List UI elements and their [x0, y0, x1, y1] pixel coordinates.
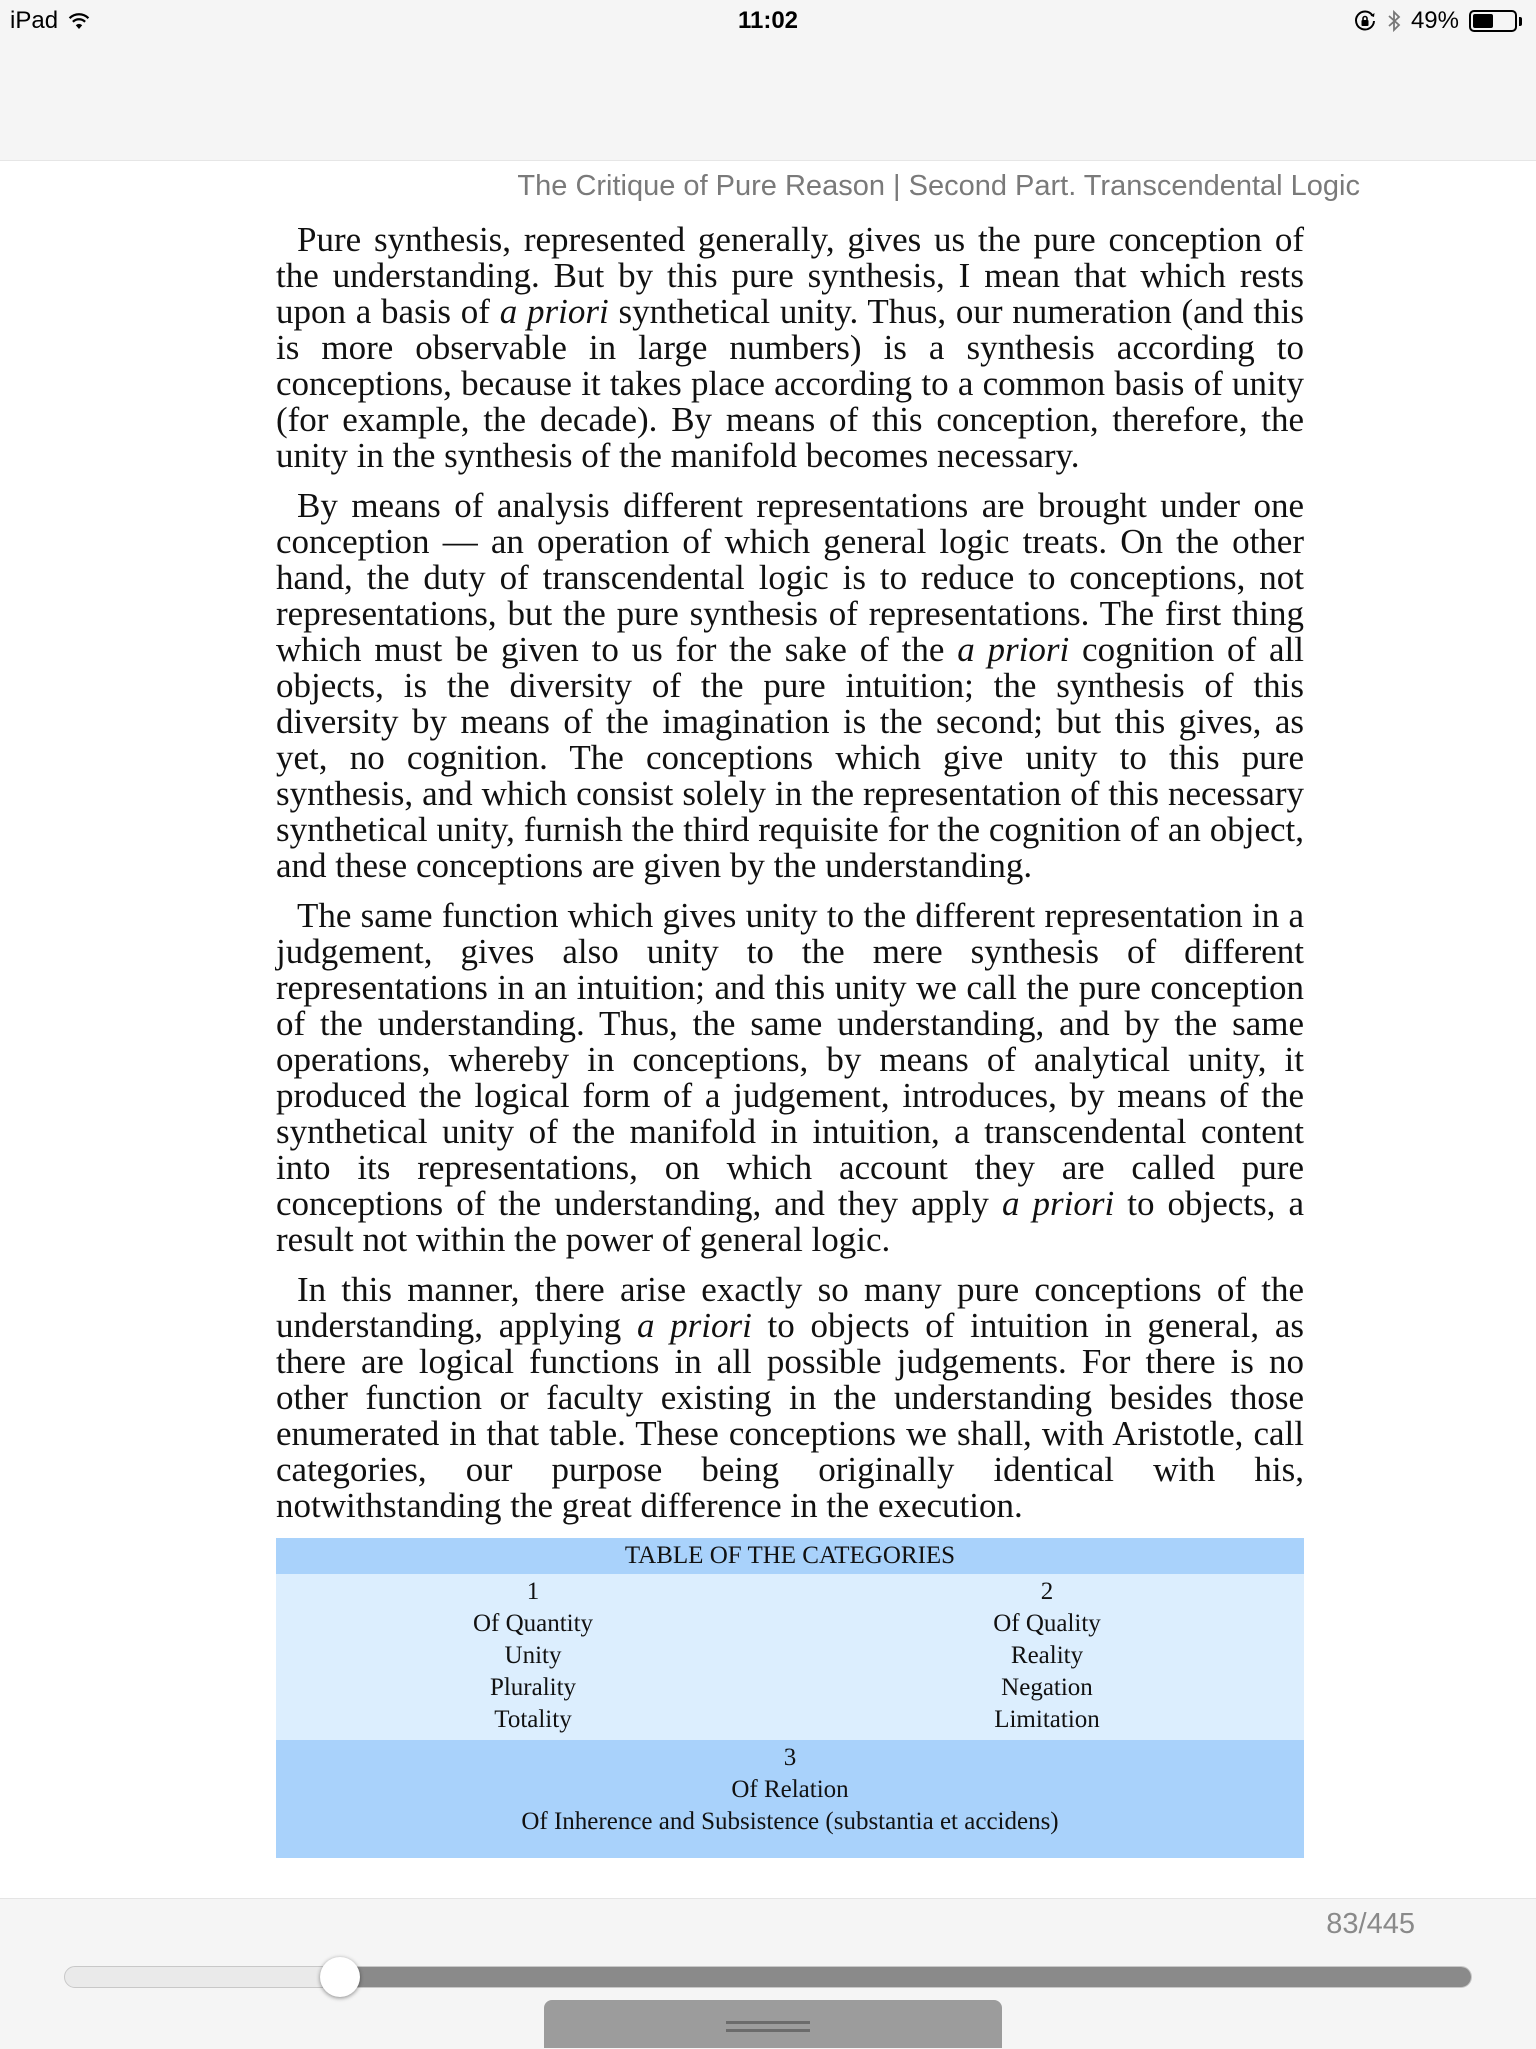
drawer-handle[interactable] [544, 2000, 1002, 2048]
battery-percent: 49% [1410, 7, 1459, 34]
table-caption: TABLE OF THE CATEGORIES [276, 1538, 1304, 1574]
column-title: Of Relation [731, 1776, 849, 1803]
grip-line [726, 2029, 810, 2032]
column-number: 2 [1040, 1578, 1054, 1605]
bluetooth-icon [1387, 9, 1401, 33]
status-bar [0, 0, 1536, 40]
category-item: Totality [494, 1706, 572, 1733]
page-scrubber-track[interactable] [64, 1966, 1472, 1988]
paragraph-2: By means of analysis different representations are brought under one conception — an operation of which general logic treats. On the other hand, the duty of transcendental logic is to reduce to conceptions, not representations, but the pure synthesis of representations. The first thing which must be given to us for the sake of the a priori cognition of all objects, is the diversity of the pure intuition; the synthesis of this diversity by means of the imagination is the second; but this gives, as yet, no cognition. The conceptions which give unity to this pure synthesis, and which consist solely in the representation of this necessary synthetical unity, furnish the third requisite for the cognition of an object, and these conceptions are given by the understanding. [276, 486, 1304, 885]
battery-tip [1519, 17, 1522, 26]
category-item: Plurality [489, 1674, 577, 1701]
battery-icon [1469, 10, 1517, 32]
quantity-column [276, 1576, 790, 1736]
table-row [276, 1740, 1304, 1858]
scrubber-fill [327, 1967, 1471, 1987]
device-label: iPad [10, 7, 59, 34]
paragraph-3: The same function which gives unity to the different representation in a judgement, gives also unity to the mere synthesis of different representations in an intuition; and this unity we call the pure conception of the understanding. Thus, the same understanding, and by the same operations, whereby in conceptions, by means of analytical unity, it produced the logical form of a judgement, introduces, by means of the synthetical unity of the manifold in intuition, a transcendental content into its representations, on which account they are called pure conceptions of the understanding, and they apply a priori to objects, a result not within the power of general logic. [276, 896, 1304, 1259]
clock: 11:02 [737, 7, 799, 34]
grip-line [726, 2021, 810, 2024]
paragraph-1: Pure synthesis, represented generally, gives us the pure conception of the understanding. But by this pure synthesis, I mean that which rests upon a basis of a priori synthetical unity. Thus, our numeration (and this is more observable in large numbers) is a synthesis according to conceptions, because it takes place according to a common basis of unity (for example, the decade). By means of this conception, therefore, the unity in the synthesis of the manifold becomes necessary. [276, 220, 1304, 475]
orientation-lock-icon [1353, 9, 1377, 33]
categories-table [276, 1538, 1304, 1858]
category-item: Limitation [994, 1706, 1100, 1733]
page-content [276, 222, 1304, 1858]
quality-column [790, 1576, 1304, 1736]
category-item: Negation [1001, 1674, 1093, 1701]
column-number: 3 [783, 1744, 797, 1771]
paragraph-4: In this manner, there arise exactly so many pure conceptions of the understanding, applying a priori to objects of intuition in general, as there are logical functions in all possible judgements. For there is no other function or faculty existing in the understanding besides those enumerated in that table. These conceptions we shall, with Aristotle, call categories, our purpose being originally identical with his, notwithstanding the great difference in the execution. [276, 1270, 1304, 1525]
column-title: Of Quantity [472, 1610, 594, 1637]
category-item: Unity [504, 1642, 562, 1669]
category-item: Reality [1010, 1642, 1084, 1669]
page-indicator: 83/445 [1326, 1908, 1415, 1940]
page-scrubber-knob[interactable] [320, 1957, 360, 1997]
column-number: 1 [526, 1578, 540, 1605]
table-row [276, 1574, 1304, 1740]
column-title: Of Quality [993, 1610, 1101, 1637]
category-item: Of Inherence and Subsistence (substantia et accidens) [521, 1808, 1059, 1835]
book-chapter-header: The Critique of Pure Reason | Second Part. Transcendental Logic [517, 170, 1360, 202]
